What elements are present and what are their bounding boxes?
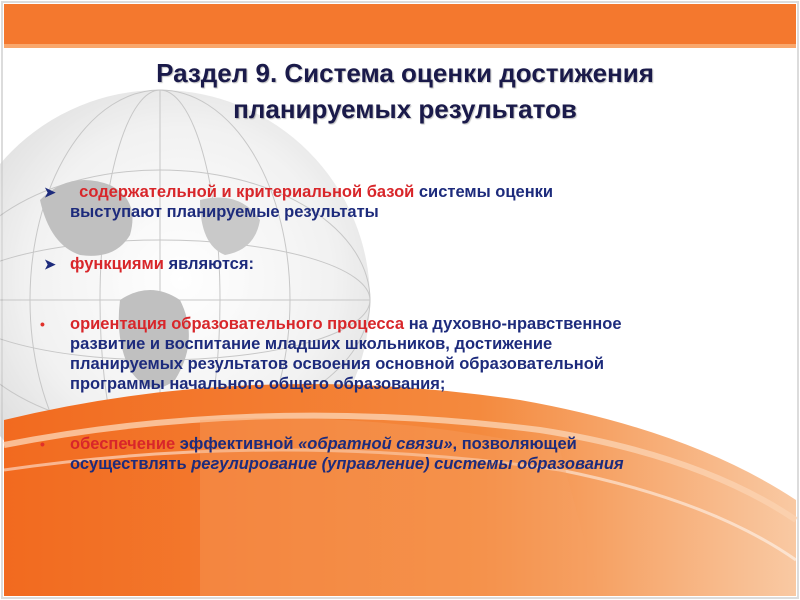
list-item — [40, 314, 744, 394]
top-band — [4, 4, 796, 48]
list-item — [40, 434, 744, 474]
arrow-bullet-icon: ➤ — [44, 184, 56, 200]
arrow-bullet-icon: ➤ — [44, 256, 56, 272]
list-item-text: содержательной и критериальной базой системы оценки выступают планируемые результаты — [70, 183, 554, 221]
list-item — [44, 182, 744, 222]
page-title — [110, 55, 700, 127]
dot-bullet-icon: • — [40, 436, 45, 452]
title-line-2: планируемых результатов — [233, 94, 577, 124]
bullet-list — [40, 182, 744, 474]
list-item — [44, 254, 744, 274]
list-item-text: обеспечение эффективной «обратной связи», позволяющей осуществлять регулирование (управление) системы образования — [70, 435, 624, 473]
title-line-1: Раздел 9. Система оценки достижения — [156, 58, 654, 88]
dot-bullet-icon: • — [40, 316, 45, 332]
list-item-text: функциями являются: — [70, 255, 254, 273]
list-item-text: ориентация образовательного процесса на духовно-нравственное развитие и воспитание младших школьников, достижение планируемых результатов освоения основной образовательной программы начального общего образования; — [70, 315, 622, 393]
